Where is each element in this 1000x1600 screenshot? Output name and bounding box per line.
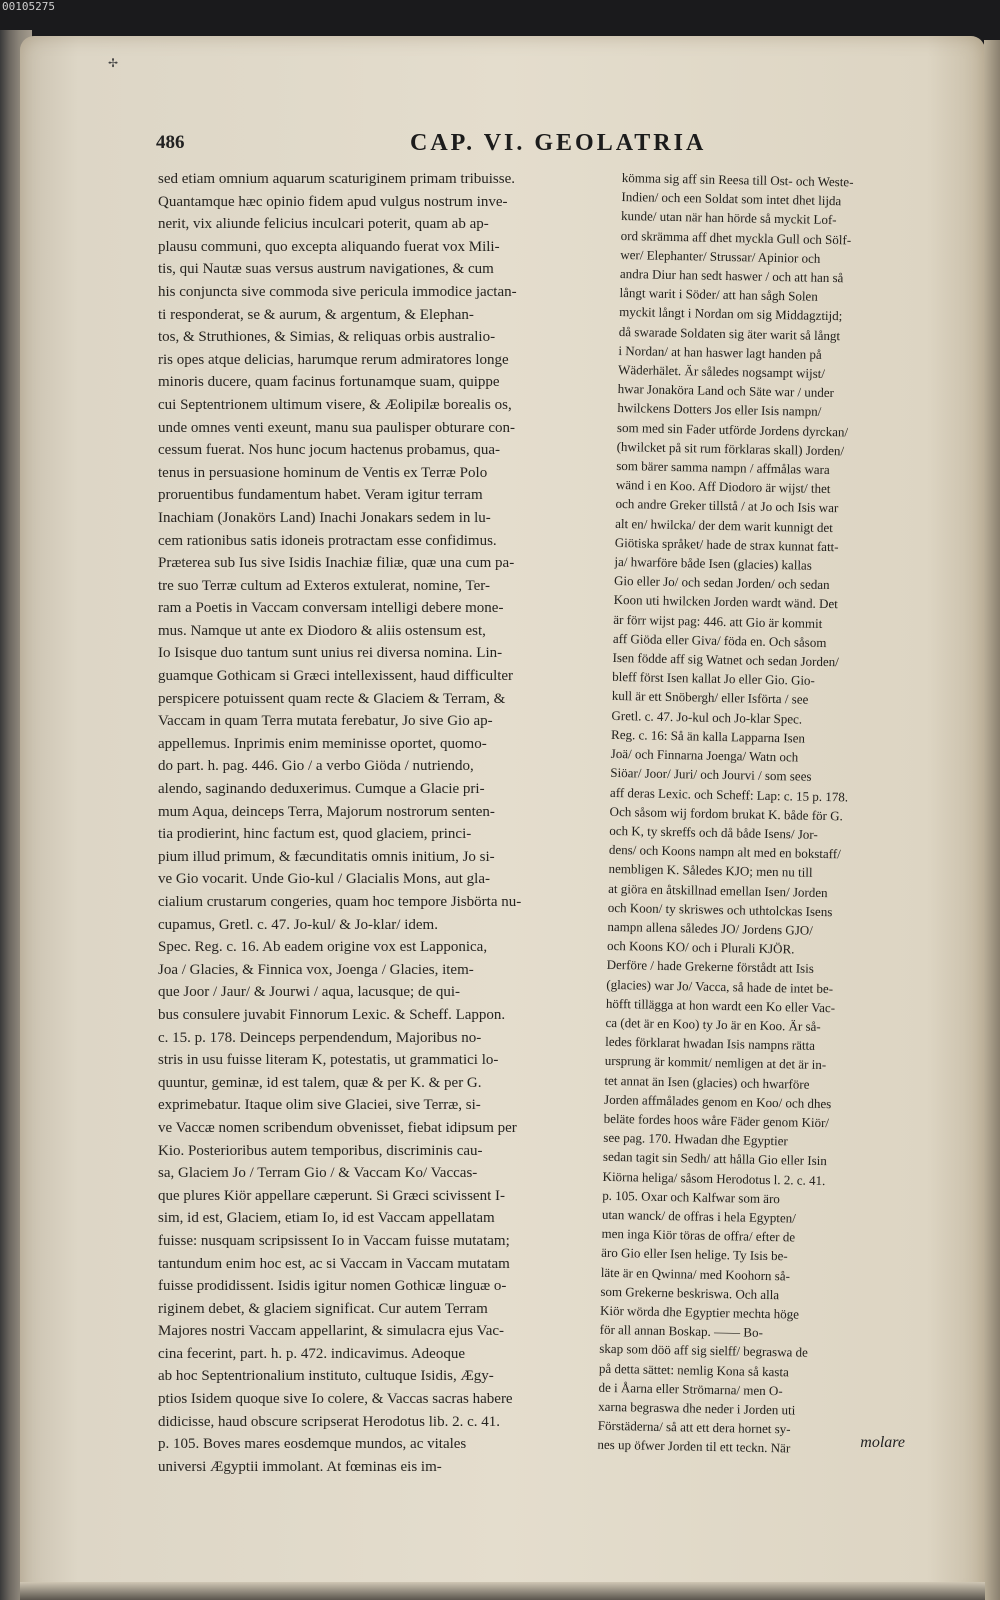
text-line: skap som döö aff sig sielff/ begraswa de xyxy=(599,1341,808,1361)
text-line: kömma sig aff sin Reesa till Ost- och Weste- xyxy=(621,169,854,190)
text-line: Præterea sub Ius sive Isidis Inachiæ filiæ, quæ una cum pa- xyxy=(158,555,515,572)
text-line: pium illud primum, & fæcunditatis omnis initium, Jo si- xyxy=(158,848,495,865)
text-line: ursprung är kommit/ nemligen at det är in- xyxy=(604,1053,827,1073)
text-line: Derföre / hade Grekerne förstådt att Isis xyxy=(606,957,814,977)
text-line: men inga Kiör töras de offra/ efter de xyxy=(601,1225,796,1245)
text-line: aff deras Lexic. och Scheff: Lap: c. 15 p. 178. xyxy=(609,784,849,804)
latin-column xyxy=(158,168,610,1478)
text-line: sa, Glaciem Jo / Terram Gio / & Vaccam Ko/ Vaccas- xyxy=(158,1165,478,1182)
text-line: som med sin Fader utförde Jordens dyrckan/ xyxy=(616,419,849,440)
running-head: CAP. VI. GEOLATRIA xyxy=(410,130,707,156)
text-line: unde omnes venti exeunt, manu sua paulisper obturare con- xyxy=(158,419,515,436)
text-line: ram a Poetis in Vaccam conversam intelligi debere mone- xyxy=(158,600,504,617)
text-line: plausu communi, quo excepta aliquando fuerat vox Mili- xyxy=(158,238,500,255)
text-line: perspicere potuissent quam recte & Glaciem & Terram, & xyxy=(158,690,506,707)
text-line: (glacies) war Jo/ Vacca, så hade de intet be- xyxy=(606,976,834,996)
text-line: que Joor / Jaur/ & Jourwi / aqua, lacusque; de qui- xyxy=(158,984,461,1001)
text-line: universi Ægyptii immolant. At fœminas eis im- xyxy=(158,1458,442,1475)
text-line: see pag. 170. Hwadan dhe Egyptier xyxy=(603,1129,788,1149)
text-line: Joa / Glacies, & Finnica vox, Joenga / Glacies, item- xyxy=(158,961,474,978)
text-line: dens/ och Koons nampn alt med en bokstaff/ xyxy=(608,841,841,862)
text-line: bus consulere juvabit Finnorum Lexic. & Scheff. Lappon. xyxy=(158,1006,506,1023)
text-line: do part. h. pag. 446. Gio / a verbo Giöda / nutriendo, xyxy=(158,758,474,775)
text-line: tre suo Terræ cultum ad Exteros extulerat, nomine, Ter- xyxy=(158,577,490,594)
text-line: som Grekerne beskriswa. Och alla xyxy=(600,1283,780,1303)
swedish-column xyxy=(597,168,910,1460)
text-line: ord skrämma aff dhet myckla Gull och Sölf- xyxy=(620,227,852,248)
text-line: alt en/ hwilcka/ der dem warit kunnigt det xyxy=(615,515,833,535)
text-line: c. 15. p. 178. Deinceps perpendendum, Majoribus no- xyxy=(158,1029,482,1046)
text-line: ve Gio vocarit. Unde Gio-kul / Glacialis Mons, aut gla- xyxy=(158,871,491,888)
text-line: i Nordan/ at han haswer lagt handen på xyxy=(618,342,822,362)
text-line: Förstäderna/ så att ett dera hornet sy- xyxy=(597,1417,791,1437)
text-line: är förr wijst pag: 446. att Gio är kommit xyxy=(613,611,823,631)
text-line: mum Aqua, deinceps Terra, Majorum nostrorum senten- xyxy=(158,803,495,820)
text-line: ptios Isidem quoque sive Io colere, & Vaccas sacras habere xyxy=(158,1391,513,1408)
text-line: cem rationibus satis idoneis protractam esse confidimus. xyxy=(158,532,497,549)
text-line: minoris ducere, quam facinus fortunamque suam, quippe xyxy=(158,374,500,391)
text-line: höfft tillägga at hon wardt een Ko eller Vac- xyxy=(605,995,836,1015)
text-line: Siöar/ Joor/ Juri/ och Jourvi / som sees xyxy=(610,765,812,785)
right-page-edge xyxy=(984,40,1000,1600)
text-line: Kio. Posterioribus autem temporibus, discriminis cau- xyxy=(158,1142,483,1159)
text-line: guamque Gothicam si Græci intellexissent, haud difficulter xyxy=(158,668,514,685)
text-line: äro Gio eller Isen helige. Ty Isis be- xyxy=(601,1245,788,1264)
text-line: hwar Jonaköra Land och Säte war / under xyxy=(617,381,835,401)
text-line: nampn allena således JO/ Jordens GJO/ xyxy=(607,918,813,938)
text-line: proruentibus fundamentum habet. Veram igitur terram xyxy=(158,487,483,504)
text-line: stris in usu fuisse literam K, potestatis, ut grammatici lo- xyxy=(158,1052,499,1069)
text-line: och andre Greker tillstå / at Jo och Isis war xyxy=(615,496,839,516)
text-line: Isen födde aff sig Watnet och sedan Jorden/ xyxy=(612,649,839,670)
text-line: p. 105. Boves mares eosdemque mundos, ac vitales xyxy=(158,1436,467,1453)
text-line: cupamus, Gretl. c. 47. Jo-kul/ & Jo-klar/ idem. xyxy=(158,916,438,933)
text-line: Majores nostri Vaccam appellarint, & simulacra ejus Vac- xyxy=(158,1323,505,1340)
text-line: appellemus. Inprimis enim meminisse oportet, quomo- xyxy=(158,735,487,752)
text-line: myckit långt i Nordan om sig Middagztijd; xyxy=(619,304,843,324)
text-line: Gio eller Jo/ och sedan Jorden/ och sedan xyxy=(613,573,830,593)
text-line: Giötiska språket/ hade de strax kunnat fatt- xyxy=(614,534,839,555)
text-line: Koon uti hwilcken Jorden wardt wänd. Det xyxy=(613,592,839,612)
text-line: Quantamque hæc opinio fidem apud vulgus nostrum inve- xyxy=(158,193,508,210)
text-line: Kiör wörda dhe Egyptier mechta höge xyxy=(599,1302,800,1322)
text-line: bleff först Isen kallat Jo eller Gio. Gio- xyxy=(612,669,815,689)
text-line: Joä/ och Finnarna Joenga/ Watn och xyxy=(610,745,799,765)
text-line: och Koons KO/ och i Plurali KJÖR. xyxy=(606,937,795,957)
text-line: p. 105. Oxar och Kalfwar som äro xyxy=(602,1187,781,1206)
text-line: tos, & Struthiones, & Simias, & reliquas orbis australio- xyxy=(158,329,496,346)
text-line: fuisse: nusquam scripsissent Io in Vaccam fuisse mutatam; xyxy=(158,1232,510,1249)
text-line: långt warit i Söder/ att han sågh Solen xyxy=(619,285,818,304)
text-line: beläte fordes hoos wåre Fäder genom Kiör/ xyxy=(603,1110,830,1131)
text-line: Vaccam in quam Terra mutata ferebatur, Jo sive Gio ap- xyxy=(158,713,493,730)
text-line: tia prodierint, hinc factum est, quod glaciem, princi- xyxy=(158,826,472,843)
bottom-page-edge xyxy=(20,1582,985,1600)
text-line: sed etiam omnium aquarum scaturiginem primam tribuisse. xyxy=(158,171,516,187)
text-line: ca (det är en Koo) ty Jo är en Koo. Är så- xyxy=(605,1014,821,1034)
text-line: nembligen K. Således KJO; men nu till xyxy=(608,861,813,881)
text-line: tenus in persuasione hominum de Ventis ex Terræ Polo xyxy=(158,464,488,481)
text-line: (hwilcket på sit rum förklaras skall) Jorden/ xyxy=(616,438,845,459)
text-line: ris opes atque delicias, harumque rerum admiratores longe xyxy=(158,351,509,368)
text-line: cui Septentrionem ultimum visere, & Æolipilæ borealis os, xyxy=(158,396,512,413)
text-line: exprimebatur. Itaque olim sive Glaciei, sive Terræ, si- xyxy=(158,1097,481,1114)
text-line: mus. Namque ut ante ex Diodoro & aliis ostensum est, xyxy=(158,622,486,639)
text-line: kull är ett Snöbergh/ eller Isförta / see xyxy=(611,688,809,708)
text-line: xarna begraswa dhe neder i Jorden uti xyxy=(598,1398,796,1418)
text-line: sedan tagit sin Sedh/ att hålla Gio eller Isin xyxy=(602,1149,827,1169)
text-line: fuisse prodidissent. Isidis igitur nomen Gothicæ linguæ o- xyxy=(158,1278,507,1295)
text-line: ve Vaccæ nomen scribendum obvenisset, fiebat idipsum per xyxy=(158,1119,517,1136)
text-line: wer/ Elephanter/ Strussar/ Apinior och xyxy=(620,246,821,266)
text-line: at giöra en åtskillnad emellan Isen/ Jorden xyxy=(608,880,828,900)
text-line: på detta sättet: nemlig Kona så kasta xyxy=(598,1360,789,1380)
text-line: didicisse, haud obscure scripserat Herodotus lib. 2. c. 41. xyxy=(158,1413,501,1430)
text-line: för all annan Boskap. —— Bo- xyxy=(599,1321,764,1341)
text-line: Spec. Reg. c. 16. Ab eadem origine vox est Lapponica, xyxy=(158,939,488,956)
text-line: Io Isisque duo tantum sunt unius rei diversa nomina. Lin- xyxy=(158,645,503,662)
text-line: aff Giöda eller Giva/ föda en. Och såsom xyxy=(612,630,827,650)
text-line: som bärer samma nampn / affmålas wara xyxy=(616,457,830,478)
text-line: Kiörna heliga/ såsom Herodotus l. 2. c. 41. xyxy=(602,1168,826,1188)
text-line: ledes förklarat hwadan Isis nampns rätta xyxy=(605,1033,816,1054)
text-line: då swarade Soldaten sig äter warit så långt xyxy=(618,323,841,343)
text-line: riginem debet, & glaciem significat. Cur autem Terram xyxy=(158,1300,488,1317)
text-line: de i Åarna eller Strömarna/ men O- xyxy=(598,1379,783,1399)
text-line: nerit, vix aliunde felicius inculcari poterit, quam ab ap- xyxy=(158,216,489,233)
text-line: nes up öfwer Jorden til ett teckn. När xyxy=(597,1437,791,1456)
text-line: och Koon/ ty skriswes och uthtolckas Isens xyxy=(607,899,833,919)
text-line: kunde/ utan när han hörde så myckit Lof- xyxy=(620,208,837,228)
text-line: Inachiam (Jonakörs Land) Inachi Jonakars sedem in lu- xyxy=(158,509,491,526)
pin-mark-icon: ✢ xyxy=(108,56,119,70)
text-line: tet annat än Isen (glacies) och hwarföre xyxy=(604,1072,810,1092)
text-line: ab hoc Septentrionalium instituto, cultuque Isidis, Ægy- xyxy=(158,1368,494,1385)
text-line: Wäderhälet. Är således nogsampt wijst/ xyxy=(617,361,826,381)
text-line: Indien/ och een Soldat som intet dhet lijda xyxy=(621,189,842,209)
text-line: his conjuncta sive commoda sive pericula immodice jactan- xyxy=(158,283,517,300)
text-line: utan wanck/ de offras i hela Egypten/ xyxy=(601,1206,797,1226)
text-line: wänd i en Koo. Aff Diodoro är wijst/ thet xyxy=(615,477,831,497)
text-line: ja/ hwarföre både Isen (glacies) kallas xyxy=(614,553,812,573)
text-line: alendo, saginando deduxerimus. Cumque a Glacie pri- xyxy=(158,781,485,798)
text-line: andra Diur han sedt haswer / och att han så xyxy=(619,265,844,286)
text-line: cina fecerint, part. h. p. 472. indicavimus. Adeoque xyxy=(158,1345,465,1362)
page-number: 486 xyxy=(156,132,185,153)
scan-id-label: 00105275 xyxy=(2,0,55,13)
text-line: tantundum enim hoc est, ac si Vaccam in Vaccam mutatam xyxy=(158,1255,510,1272)
text-line: hwilckens Dotters Jos eller Isis nampn/ xyxy=(617,400,822,420)
text-line: que plures Kiör appellare cæperunt. Si Græci scivissent I- xyxy=(158,1187,505,1204)
text-line: Jorden affmålades genom en Koo/ och dhes xyxy=(603,1091,832,1111)
text-line: Och såsom wij fordom brukat K. både för G. xyxy=(609,803,843,824)
catchword: molare xyxy=(860,1434,905,1451)
text-line: cialium crustarum congeries, quam hoc tempore Jisbörta nu- xyxy=(158,894,522,910)
text-line: cessum fuerat. Nos hunc jocum hactenus probamus, qua- xyxy=(158,442,500,459)
text-line: quuntur, geminæ, id est talem, quæ & per K. & per G. xyxy=(158,1074,482,1091)
text-line: Gretl. c. 47. Jo-kul och Jo-klar Spec. xyxy=(611,707,803,727)
text-line: Reg. c. 16: Så än kalla Lapparna Isen xyxy=(610,726,806,746)
text-line: sim, id est, Glaciem, etiam Io, id est Vaccam appellatam xyxy=(158,1210,495,1227)
text-line: läte är en Qwinna/ med Koohorn så- xyxy=(600,1264,791,1284)
text-line: tis, qui Nautæ suas versus austrum navigationes, & cum xyxy=(158,261,494,278)
page-header xyxy=(150,132,870,166)
text-line: och K, ty skreffs och då både Isens/ Jor- xyxy=(609,822,818,842)
text-line: ti responderat, se & aurum, & argentum, & Elephan- xyxy=(158,306,474,323)
